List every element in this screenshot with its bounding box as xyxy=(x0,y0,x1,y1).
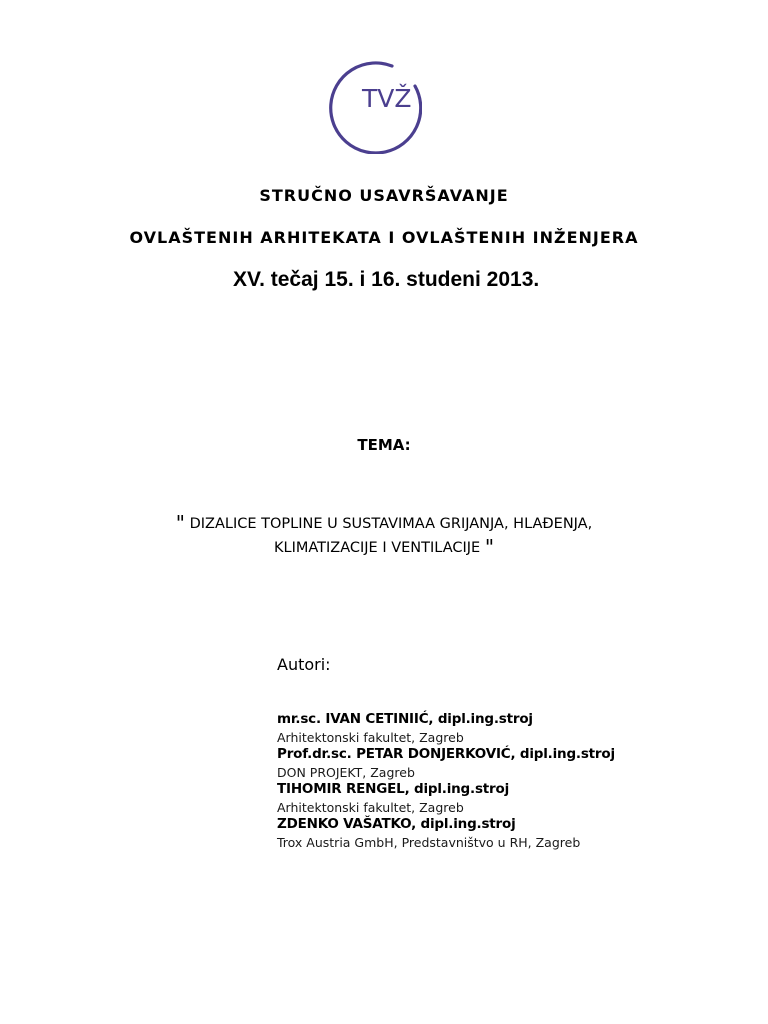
author-affiliation-2: DON PROJEKT, Zagreb xyxy=(277,765,415,780)
authors-label: Autori: xyxy=(277,655,331,674)
tvz-logo xyxy=(322,58,422,154)
course-title: XV. tečaj 15. i 16. studeni 2013. xyxy=(233,268,540,291)
author-affiliation-4: Trox Austria GmbH, Predstavništvo u RH, Zagreb xyxy=(277,835,581,850)
author-name-3: TIHOMIR RENGEL, dipl.ing.stroj xyxy=(277,781,509,797)
topic-line-1 xyxy=(0,512,768,535)
topic-line-2 xyxy=(0,536,768,559)
topic-text-2: KLIMATIZACIJE I VENTILACIJE xyxy=(273,540,481,556)
topic-text-1: DIZALICE TOPLINE U SUSTAVIMAA GRIJANJA, HLAĐENJA, xyxy=(189,516,593,532)
author-name-2: Prof.dr.sc. PETAR DONJERKOVIĆ, dipl.ing.stroj xyxy=(277,746,615,762)
header-line-2: OVLAŠTENIH ARHITEKATA I OVLAŠTENIH INŽENJERA xyxy=(129,228,639,247)
author-name-1: mr.sc. IVAN CETINIIĆ, dipl.ing.stroj xyxy=(277,711,533,727)
close-quote: " xyxy=(484,535,495,559)
author-affiliation-3: Arhitektonski fakultet, Zagreb xyxy=(277,800,464,815)
logo-text: TVŽ xyxy=(362,84,412,113)
author-name-4: ZDENKO VAŠATKO, dipl.ing.stroj xyxy=(277,816,516,832)
author-affiliation-1: Arhitektonski fakultet, Zagreb xyxy=(277,730,464,745)
topic-label: TEMA: xyxy=(357,436,411,454)
open-quote: " xyxy=(175,511,185,535)
header-line-1: STRUČNO USAVRŠAVANJE xyxy=(259,186,509,205)
